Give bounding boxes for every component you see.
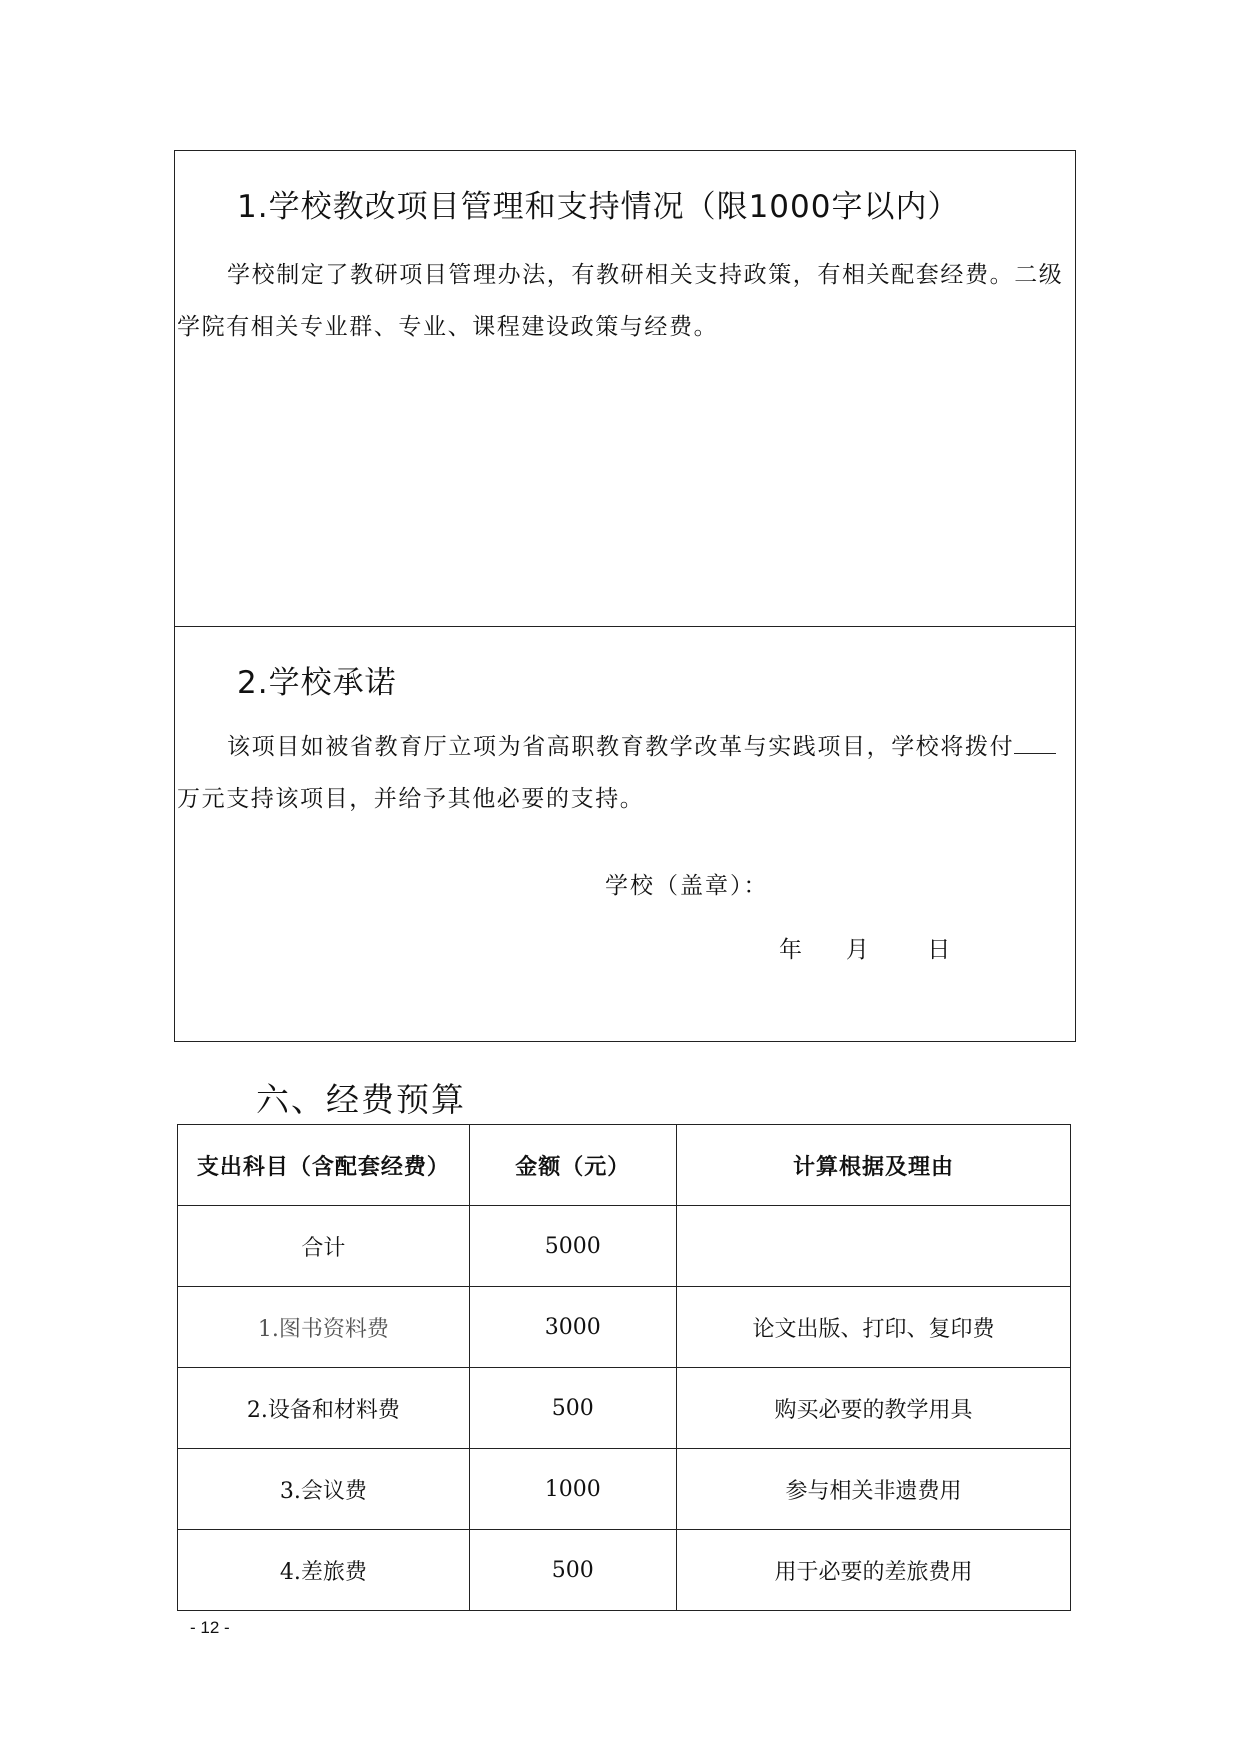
section-2-line-2: 万元支持该项目，并给予其他必要的支持。: [177, 786, 645, 812]
section-2-body: [177, 721, 1073, 825]
table-row: [178, 1530, 1071, 1611]
row-amount: 500: [469, 1530, 676, 1611]
section-1-line-1: 学校制定了教研项目管理办法，有教研相关支持政策，有相关配套经费。二级: [227, 262, 1064, 288]
section-2: [175, 627, 1075, 1041]
row-item: 2.设备和材料费: [178, 1368, 470, 1449]
row-amount: 1000: [469, 1449, 676, 1530]
table-row: [178, 1368, 1071, 1449]
table-row: [178, 1287, 1071, 1368]
row-reason: [676, 1206, 1070, 1287]
section-1: [175, 151, 1075, 627]
row-item: 合计: [178, 1206, 470, 1287]
budget-table: [177, 1124, 1071, 1611]
row-item: 1.图书资料费: [178, 1287, 470, 1368]
row-reason: 参与相关非遗费用: [676, 1449, 1070, 1530]
date-label: 年 月 日: [779, 937, 951, 963]
table-header-row: [178, 1125, 1071, 1206]
row-amount: 5000: [469, 1206, 676, 1287]
row-item: 3.会议费: [178, 1449, 470, 1530]
commitment-form: [174, 150, 1076, 1042]
budget-section-title: 六、经费预算: [256, 1080, 466, 1119]
header-item: 支出科目（含配套经费）: [178, 1125, 470, 1206]
section-1-line-2: 学院有相关专业群、专业、课程建设政策与经费。: [177, 314, 719, 340]
section-2-line-1-text: 该项目如被省教育厅立项为省高职教育教学改革与实践项目，学校将拨付: [227, 734, 1015, 760]
row-amount: 500: [469, 1368, 676, 1449]
header-amount: 金额（元）: [469, 1125, 676, 1206]
header-reason: 计算根据及理由: [676, 1125, 1070, 1206]
section-1-body: [177, 249, 1073, 353]
row-reason: 用于必要的差旅费用: [676, 1530, 1070, 1611]
section-2-line-1: [177, 721, 1073, 773]
row-reason: 论文出版、打印、复印费: [676, 1287, 1070, 1368]
section-1-title: 1.学校教改项目管理和支持情况（限1000字以内）: [237, 189, 960, 225]
row-reason: 购买必要的教学用具: [676, 1368, 1070, 1449]
school-seal-label: 学校（盖章）：: [605, 873, 769, 899]
amount-blank[interactable]: [1014, 733, 1056, 754]
section-2-title: 2.学校承诺: [237, 665, 397, 701]
page-number: - 12 -: [190, 1618, 230, 1637]
table-row: [178, 1449, 1071, 1530]
table-row: [178, 1206, 1071, 1287]
row-amount: 3000: [469, 1287, 676, 1368]
row-item: 4.差旅费: [178, 1530, 470, 1611]
